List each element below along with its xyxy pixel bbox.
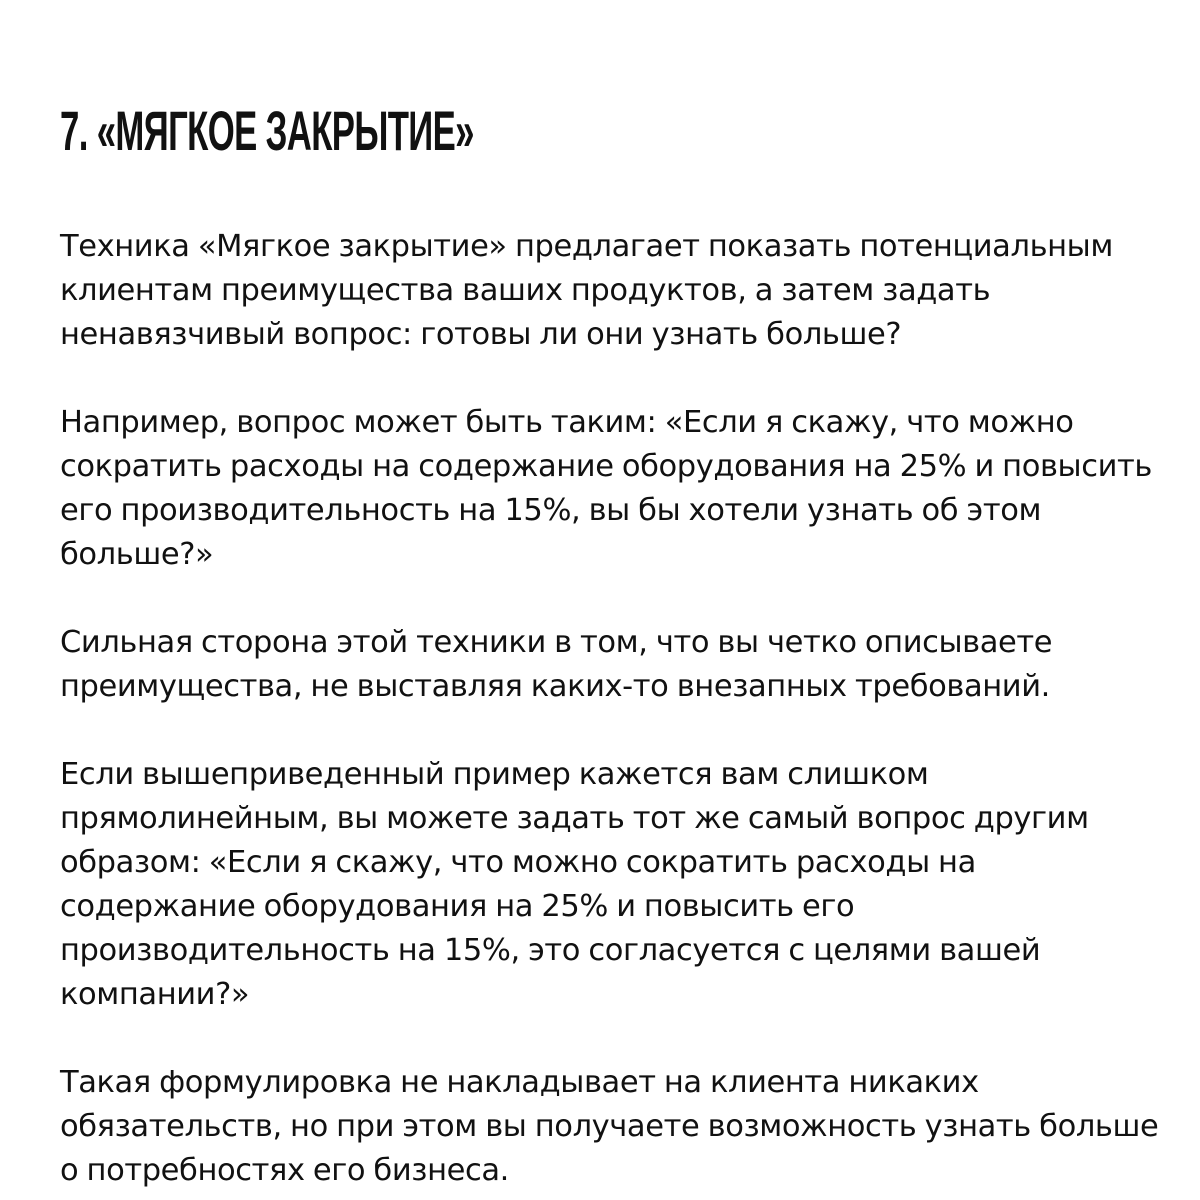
slide-title: 7. «МЯГКОЕ ЗАКРЫТИЕ» [60, 99, 474, 162]
paragraph-alternative: Если вышеприведенный пример кажется вам слишком прямолинейным, вы можете задать тот же самый вопрос другим образом: «Если я скажу, что можно сократить расходы на содержание оборудования на 25% и повысить его производительность на 15%, это согласуется с целями вашей компании?» [60, 757, 1089, 1012]
paragraph-conclusion: Такая формулировка не накладывает на клиента никаких обязательств, но при этом вы получаете возможность узнать больше о потребностях его бизнеса. [60, 1065, 1159, 1188]
paragraph-example: Например, вопрос может быть таким: «Если я скажу, что можно сократить расходы на содержание оборудования на 25% и повысить его производительность на 15%, вы бы хотели узнать об этом больше?» [60, 405, 1152, 572]
slide-body [60, 225, 1170, 1193]
paragraph-strength: Сильная сторона этой техники в том, что вы четко описываете преимущества, не выставляя каких-то внезапных требований. [60, 625, 1053, 704]
paragraph-intro: Техника «Мягкое закрытие» предлагает показать потенциальным клиентам преимущества ваших продуктов, а затем задать ненавязчивый вопрос: готовы ли они узнать больше? [60, 229, 1113, 352]
